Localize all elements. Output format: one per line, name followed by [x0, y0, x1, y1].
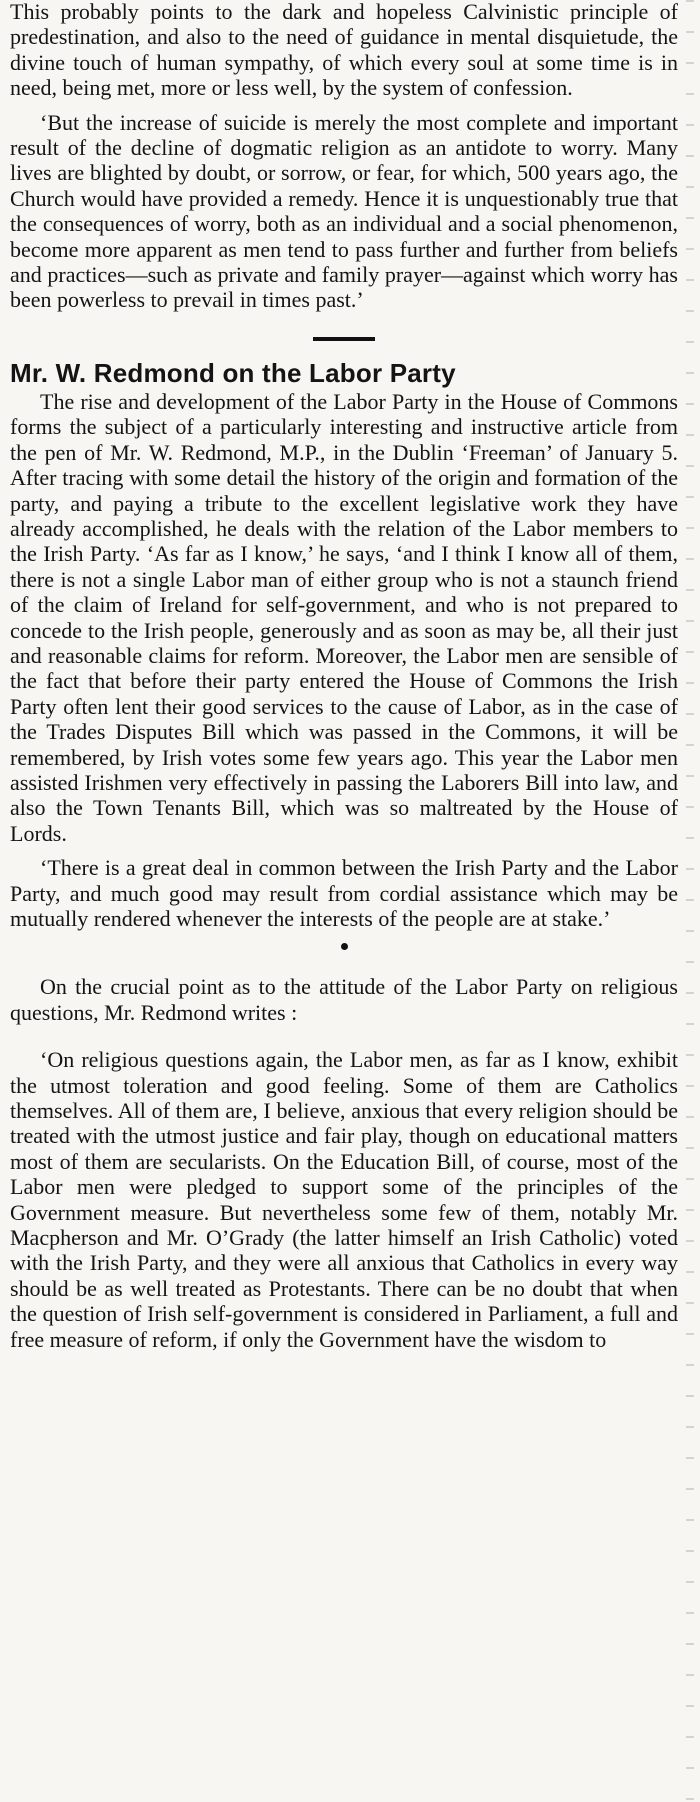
- body-paragraph-2: ‘There is a great deal in common between the Irish Party and the Labor Party, and much good may result from cordial assistance which may be mutually rendered whenever the interests of the people are at stake.’: [10, 855, 678, 931]
- newspaper-column: [10, 0, 678, 1802]
- column-margin-marks: [686, 0, 694, 1802]
- section-divider: [313, 337, 375, 341]
- body-paragraph-1: The rise and development of the Labor Party in the House of Commons forms the subject of a particularly interesting and instructive article from the pen of Mr. W. Redmond, M.P., in the Dublin ‘Freeman’ of January 5. After tracing with some detail the history of the origin and formation of the party, and paying a tribute to the excellent legislative work they have already accomplished, he deals with the relation of the Labor members to the Irish Party. ‘As far as I know,’ he says, ‘and I think I know all of them, there is not a single Labor man of either group who is not a staunch friend of the claim of Ireland for self-government, and who is not prepared to concede to the Irish people, generously and as soon as may be, all their just and reasonable claims for reform. Moreover, the Labor men are sensible of the fact that before their party entered the House of Commons the Irish Party often lent their good services to the cause of Labor, as in the case of the Trades Disputes Bill which was passed in the Commons, it will be remembered, by Irish votes some few years ago. This year the Labor men assisted Irishmen very effectively in passing the Laborers Bill into law, and also the Town Tenants Bill, which was so maltreated by the House of Lords.: [10, 388, 678, 846]
- article-heading: Mr. W. Redmond on the Labor Party: [10, 357, 456, 388]
- post-paragraph-1: On the crucial point as to the attitude of the Labor Party on religious questions, Mr. Redmond writes :: [10, 974, 678, 1025]
- post-paragraph-2: ‘On religious questions again, the Labor men, as far as I know, exhibit the utmost toleration and good feeling. Some of them are Catholics themselves. All of them are, I believe, anxious that every religion should be treated with the utmost justice and fair play, though on educational matters most of them are secularists. On the Education Bill, of course, most of the Labor men were pledged to support some of the principles of the Government measure. But nevertheless some few of them, notably Mr. Macpherson and Mr. O’Grady (the latter himself an Irish Catholic) voted with the Irish Party, and they were all anxious that Catholics in every way should be as well treated as Protestants. There can be no doubt that when the question of Irish self-government is considered in Parliament, a full and free measure of reform, if only the Government have the wisdom to: [10, 1047, 678, 1352]
- intro-paragraph-2: ‘But the increase of suicide is merely the most complete and important result of the decline of dogmatic religion as an antidote to worry. Many lives are blighted by doubt, or sorrow, or fear, for which, 500 years ago, the Church would have provided a remedy. Hence it is unquestionably true that the consequences of worry, both as an individual and a social phenomenon, become more apparent as men tend to pass further and further from beliefs and practices—such as private and family prayer—against which worry has been powerless to prevail in times past.’: [10, 109, 678, 313]
- section-dot-divider: [341, 943, 348, 950]
- intro-paragraph-1: This probably points to the dark and hopeless Calvinistic principle of predestination, and also to the need of guidance in mental disquietude, the divine touch of human sympathy, of which every soul at some time is in need, being met, more or less well, by the system of confession.: [10, 0, 678, 101]
